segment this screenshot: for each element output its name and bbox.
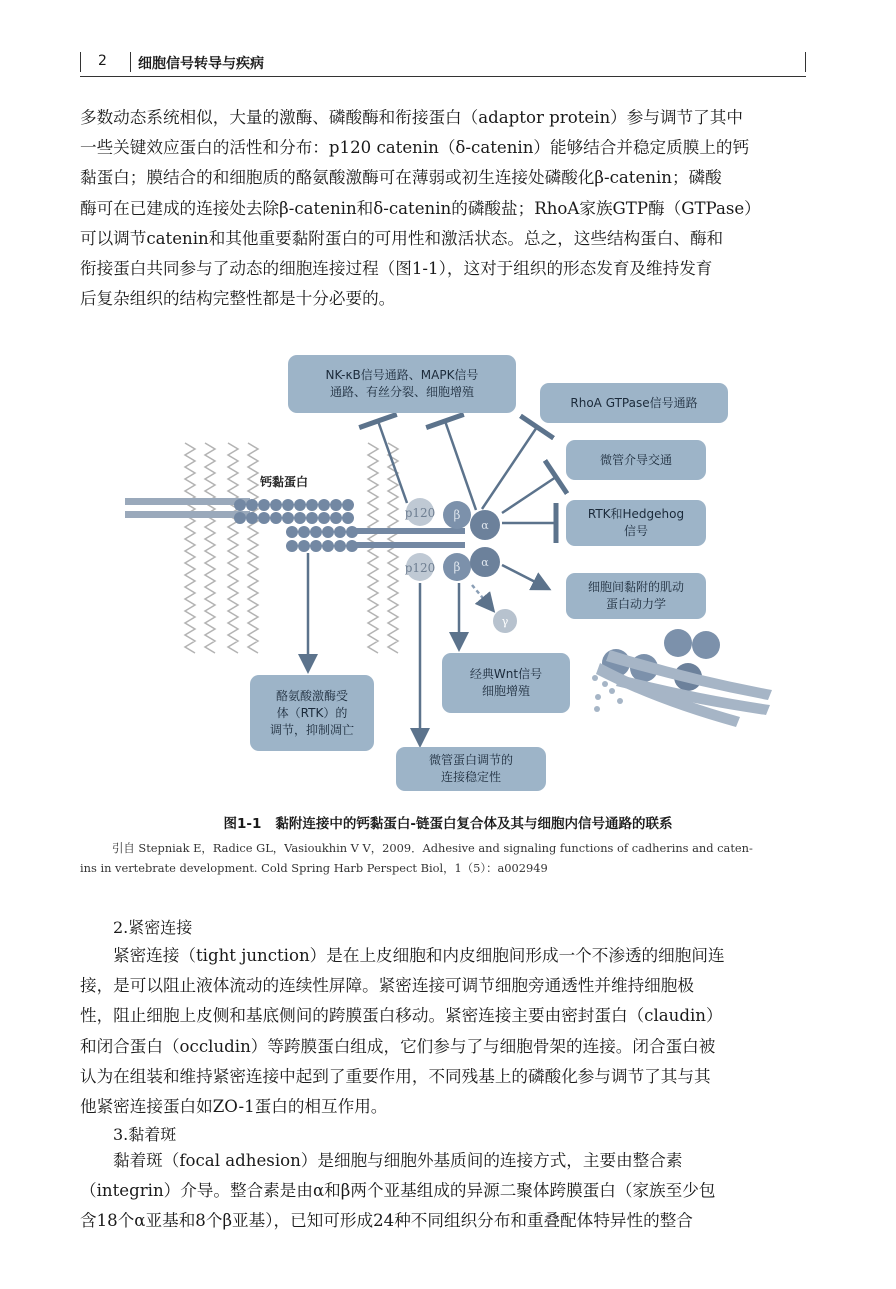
microtubule-stability-box xyxy=(396,747,546,791)
actin-filaments xyxy=(592,629,772,727)
rhoa-gtpase-box xyxy=(540,383,728,423)
paragraph-line: 认为在组装和维持紧密连接中起到了重要作用，不同残基上的磷酸化参与调节了其与其 xyxy=(80,1066,711,1086)
paragraph-line: 酶可在已建成的连接处去除β-catenin和δ-catenin的磷酸盐；RhoA家族GTP酶（GTPase） xyxy=(80,198,761,218)
wnt-signal-box xyxy=(442,653,570,713)
paragraph-line: 黏着斑（focal adhesion）是细胞与细胞外基质间的连接方式，主要由整合素 xyxy=(113,1151,683,1170)
section2-paragraph xyxy=(80,941,806,1122)
figure-citation xyxy=(80,838,806,878)
citation-line: ins in vertebrate development. Cold Spring Harb Perspect Biol，1（5）：a002949 xyxy=(80,861,548,875)
section-heading: 3.黏着斑 xyxy=(113,1125,177,1144)
figure-1-1 xyxy=(100,345,790,800)
box-line: 微管介导交通 xyxy=(599,452,672,467)
header-divider-middle xyxy=(130,52,131,72)
paragraph-line: 和闭合蛋白（occludin）等跨膜蛋白组成，它们参与了与细胞骨架的连接。闭合蛋白被 xyxy=(80,1036,716,1056)
box-line: 通路、有丝分裂、细胞增殖 xyxy=(329,385,474,399)
paragraph-line: 可以调节catenin和其他重要黏附蛋白的可用性和激活状态。总之，这些结构蛋白、酶和 xyxy=(80,228,724,248)
paragraph-line: 后复杂组织的结构完整性都是十分必要的。 xyxy=(80,289,396,309)
paragraph-line: 接，是可以阻止液体流动的连续性屏障。紧密连接可调节细胞旁通透性并维持细胞极 xyxy=(80,976,694,996)
alpha-catenin-label: α xyxy=(481,519,489,532)
membrane-left xyxy=(185,443,258,653)
rtk-regulation-box xyxy=(250,675,374,751)
p120-label: p120 xyxy=(404,506,436,520)
rtk-hedgehog-box xyxy=(566,500,706,546)
intro-paragraph xyxy=(80,103,806,314)
figure-number: 图1-1 xyxy=(223,816,262,832)
cadherin-label: 钙黏蛋白 xyxy=(259,475,309,489)
box-line: 信号 xyxy=(623,524,648,538)
section-heading: 2.紧密连接 xyxy=(113,918,193,937)
paragraph-line: 含18个α亚基和8个β亚基），已知可形成24种不同组织分布和重叠配体特异性的整合 xyxy=(80,1211,693,1231)
figure-title: 黏附连接中的钙黏蛋白-链蛋白复合体及其与细胞内信号通路的联系 xyxy=(275,816,673,832)
section3-paragraph xyxy=(80,1146,806,1237)
box-line: RhoA GTPase信号通路 xyxy=(570,395,698,410)
paragraph-line: 性，阻止细胞上皮侧和基底侧间的跨膜蛋白移动。紧密连接主要由密封蛋白（claudin） xyxy=(80,1006,723,1026)
gamma-catenin-label: γ xyxy=(501,615,509,628)
alpha-catenin-label: α xyxy=(481,556,489,569)
cadherin-beads xyxy=(234,499,358,552)
paragraph-line: （integrin）介导。整合素是由α和β两个亚基组成的异源二聚体跨膜蛋白（家族至少包 xyxy=(80,1181,716,1201)
box-line: 调节，抑制凋亡 xyxy=(269,722,354,737)
paragraph-line: 紧密连接（tight junction）是在上皮细胞和内皮细胞间形成一个不渗透的细胞间连 xyxy=(113,946,725,965)
citation-line: 引自 Stepniak E，Radice GL，Vasioukhin V V，2009．Adhesive and signaling functions of cadherins and caten- xyxy=(112,841,753,855)
box-line: 细胞增殖 xyxy=(481,684,530,698)
box-line: 蛋白动力学 xyxy=(605,597,666,611)
figure-caption xyxy=(0,812,896,832)
paragraph-line: 多数动态系统相似，大量的激酶、磷酸酶和衔接蛋白（adaptor protein）参与调节了其中 xyxy=(80,108,743,127)
cadherin-rods xyxy=(125,498,250,518)
paragraph-line: 他紧密连接蛋白如ZO-1蛋白的相互作用。 xyxy=(80,1097,388,1117)
box-line: NK-κB信号通路、MAPK信号 xyxy=(325,368,479,382)
paragraph-line: 衔接蛋白共同参与了动态的细胞连接过程（图1-1），这对于组织的形态发育及维持发育 xyxy=(80,259,713,279)
running-header xyxy=(80,50,806,77)
paragraph-line: 一些关键效应蛋白的活性和分布：p120 catenin（δ-catenin）能够结合并稳定质膜上的钙 xyxy=(80,138,750,158)
beta-catenin-label: β xyxy=(453,560,461,574)
paragraph-line: 黏蛋白；膜结合的和细胞质的酪氨酸激酶可在薄弱或初生连接处磷酸化β-catenin；磷酸 xyxy=(80,168,722,188)
actomyosin-box xyxy=(566,573,706,619)
box-line: 体（RTK）的 xyxy=(276,705,348,720)
box-line: RTK和Hedgehog xyxy=(587,507,685,521)
box-line: 酪氨酸激酶受 xyxy=(275,688,348,703)
box-line: 连接稳定性 xyxy=(440,770,501,784)
page-number: 2 xyxy=(98,53,107,69)
nfkb-mapk-box xyxy=(288,355,516,413)
cadherin-inner-rods xyxy=(355,528,465,548)
header-divider-left xyxy=(80,52,81,72)
box-line: 细胞间黏附的肌动 xyxy=(587,580,684,594)
box-line: 微管蛋白调节的 xyxy=(428,753,513,767)
header-divider-right xyxy=(805,52,806,72)
box-line: 经典Wnt信号 xyxy=(469,667,543,681)
book-title: 细胞信号转导与疾病 xyxy=(138,56,264,72)
microtubule-traffic-box xyxy=(566,440,706,480)
beta-catenin-label: β xyxy=(453,508,461,522)
p120-label: p120 xyxy=(404,561,436,575)
